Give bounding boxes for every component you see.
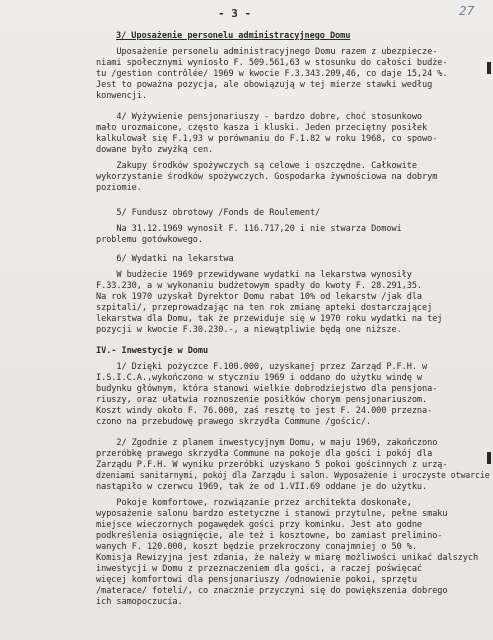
section-4-line: dowane było zwyżką cen. — [96, 145, 214, 155]
section-iv2-line: Zarządu P.F.H. W wyniku przeróbki uzyskano 5 pokoi gościnnych z urzą- — [96, 460, 448, 470]
section-6-line: F.33.230, a w wykonaniu budżetowym spadły do kwoty F. 28.291,35. — [96, 281, 423, 291]
section-iv2-line: inwestycji w Domu z przeznaczeniem dla gości, a raczej poświęcać — [96, 564, 423, 574]
section-iv2-line: podkreślenia osiągnięcie, ale też i kosztowne, bo zamiast prelimino- — [96, 531, 443, 541]
section-iv-line: I.S.I.C.A.,wykończono w styczniu 1969 i oddano do użytku windę w — [96, 373, 423, 383]
section-iv2-line: miejsce wieczornych pogawędek gości przy kominku. Jest ato godne — [96, 520, 423, 530]
section-iv-line: czono na przebudowę prawego skrzydła Commune /gościc/. — [96, 417, 372, 427]
section-6-heading: 6/ Wydatki na lekarstwa — [96, 254, 234, 264]
section-iv-line: budynku głównym, która stanowi wielkie dobrodziejstwo dla pensjona- — [96, 384, 438, 394]
section-6-line: lekarstwa dla Domu, tak że przewiduje się w 1970 roku wydatki na tej — [96, 314, 443, 324]
section-iv2-line: wyposażenie salonu bardzo estetyczne i stanowi przytulne, pełne smaku — [96, 509, 448, 519]
section-iv-line: riuszy, oraz ułatwia roznoszenie posiłków chorym pensjonariuszom. — [96, 395, 428, 405]
section-iv2-line: Pokoje komfortowe, rozwiązanie przez architekta doskonałe, — [96, 498, 412, 508]
section-iv2-line: przeróbkę prawego skrzydła Commune na pokoje dla gości i pokój dla — [96, 449, 433, 459]
section-iv-line: Koszt windy około F. 76.000, zaś resztę to jest F. 24.000 przezna- — [96, 406, 433, 416]
section-iv-line: 1/ Dzięki pożyczce F.100.000, uzyskanej przez Zarząd P.F.H. w — [96, 362, 428, 372]
section-3-heading: 3/ Uposażenie personelu administracyjnego Domu — [116, 31, 351, 41]
margin-mark — [487, 452, 491, 464]
section-6-line: W budżecie 1969 przewidywane wydatki na lekarstwa wynosiły — [96, 270, 412, 280]
section-iv-heading: IV.- Inwestycje w Domu — [96, 346, 209, 356]
section-iv2-line: dzeniami sanitarnymi, pokój dla Zarządu i salon. Wyposażenie i uroczyste otwarcie — [96, 471, 490, 481]
section-3-line: Uposażenie personelu administracyjnego Domu razem z ubezpiecze- — [96, 47, 438, 57]
page-header-number: - 3 - — [218, 7, 252, 20]
section-iv2-line: Komisja Rewizyjna jest zdania, że należy w miarę możliwości unikać dalszych — [96, 553, 479, 563]
section-6-line: Na rok 1970 uzyskał Dyrektor Domu rabat 10% od lekarstw /jak dla — [96, 292, 423, 302]
section-6-line: szpitali/, przeprowadzając na ten rok zmianę apteki dostarczającej — [96, 303, 433, 313]
section-5-line: Na 31.12.1969 wynosił F. 116.717,20 i nie stwarza Domowi — [96, 224, 402, 234]
section-4-heading: 4/ Wyżywienie pensjonariuszy - bardzo dobre, choć stosunkowo — [96, 112, 423, 122]
section-4-line: Zakupy środków spożywczych są celowe i oszczędne. Całkowite — [96, 161, 417, 171]
handwritten-page-number: 27 — [459, 4, 475, 18]
section-3-line: konwencji. — [96, 91, 147, 101]
section-6-line: pozycji w kwocie F.30.230.-, a niewątpliwie będą one niższe. — [96, 325, 402, 335]
section-iv2-line: nastąpiło w czerwcu 1969, tak że od 1.VII.69 oddane je do użytku. — [96, 482, 428, 492]
section-iv2-line: ich samopoczucia. — [96, 597, 183, 607]
section-4-line: poziomie. — [96, 183, 142, 193]
section-3-line: Jest to poważna pozycja, ale obowiązują w tej mierze stawki według — [96, 80, 433, 90]
margin-mark — [487, 62, 491, 74]
section-4-line: mało urozmaicone, często kasza i kluski. Jeden przeciętny posiłek — [96, 123, 428, 133]
section-iv2-line: /materace/ foteli/, co znacznie przyczyni się do powiększenia dobrego — [96, 586, 448, 596]
section-3-line: tu /gestion contrôlée/ 1969 w kwocie F.3.343.209,46, co daje 15,24 %. — [96, 69, 448, 79]
section-iv2-line: wanych F. 120.000, koszt będzie przekroczony conajmniej o 50 %. — [96, 542, 417, 552]
section-3-line: niami społecznymi wyniosło F. 509.561,63 w stosunku do całości budże- — [96, 58, 448, 68]
section-4-line: wykorzystanie środków spożywczych. Gospodarka żywnościowa na dobrym — [96, 172, 438, 182]
section-iv2-line: więcej komfortowi dla pensjonariuszy /odnowienie pokoi, sprzętu — [96, 575, 417, 585]
section-5-line: problemu gotówkowego. — [96, 235, 203, 245]
section-4-line: kalkulował się F.1,93 w porównaniu do F.1.82 w roku 1968, co spowo- — [96, 134, 438, 144]
section-5-heading: 5/ Fundusz obrotowy /Fonds de Roulement/ — [96, 208, 321, 218]
section-iv2-line: 2/ Zgodnie z planem inwestycyjnym Domu, w maju 1969, zakończono — [96, 438, 438, 448]
